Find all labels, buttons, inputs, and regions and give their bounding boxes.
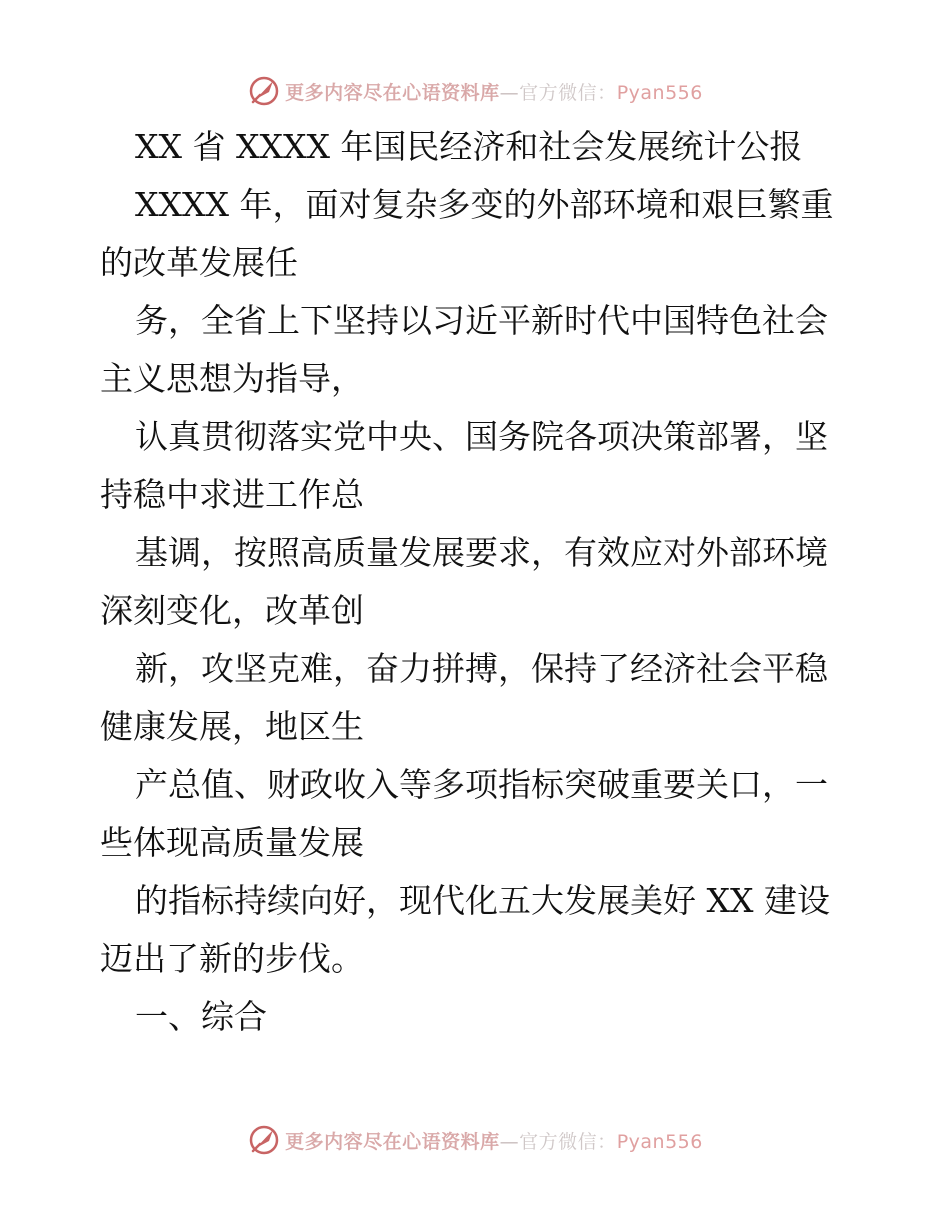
watermark-text <box>285 1127 703 1154</box>
paragraph-line: 主义思想为指导， <box>100 359 364 398</box>
document-title: XX 省 XXXX 年国民经济和社会发展统计公报 <box>135 127 803 166</box>
watermark-text <box>285 78 703 105</box>
paragraph-line: 的指标持续向好，现代化五大发展美好 XX 建设 <box>135 881 830 920</box>
paragraph-line: 的改革发展任 <box>100 243 298 282</box>
paragraph-line: 产总值、财政收入等多项指标突破重要关口，一 <box>135 765 828 804</box>
header-watermark <box>0 71 950 111</box>
paragraph-line: 新，攻坚克难，奋力拼搏，保持了经济社会平稳 <box>135 649 828 688</box>
footer-watermark <box>0 1120 950 1160</box>
paragraph-line: 基调，按照高质量发展要求，有效应对外部环境 <box>135 533 828 572</box>
watermark-dash: — <box>499 1130 520 1153</box>
paragraph-line: 些体现高质量发展 <box>100 823 364 862</box>
paragraph-line: 深刻变化，改革创 <box>100 591 364 630</box>
watermark-id: Pyan556 <box>616 1130 703 1153</box>
paragraph-line: 健康发展，地区生 <box>100 707 364 746</box>
watermark-dash: — <box>499 81 520 104</box>
watermark-sub: 官方微信： <box>519 81 617 104</box>
watermark-id: Pyan556 <box>616 81 703 104</box>
paragraph-line: 务，全省上下坚持以习近平新时代中国特色社会 <box>135 301 828 340</box>
paragraph-line: 认真贯彻落实党中央、国务院各项决策部署，坚 <box>135 417 828 456</box>
quill-logo-icon <box>247 74 281 108</box>
quill-logo-icon <box>247 1123 281 1157</box>
paragraph-line: 迈出了新的步伐。 <box>100 939 364 978</box>
watermark-main: 更多内容尽在心语资料库 <box>285 81 500 104</box>
paragraph-line: 持稳中求进工作总 <box>100 475 364 514</box>
watermark-sub: 官方微信： <box>519 1130 617 1153</box>
watermark-main: 更多内容尽在心语资料库 <box>285 1130 500 1153</box>
paragraph-line: XXXX 年，面对复杂多变的外部环境和艰巨繁重 <box>135 185 834 224</box>
section-heading: 一、综合 <box>135 997 267 1036</box>
